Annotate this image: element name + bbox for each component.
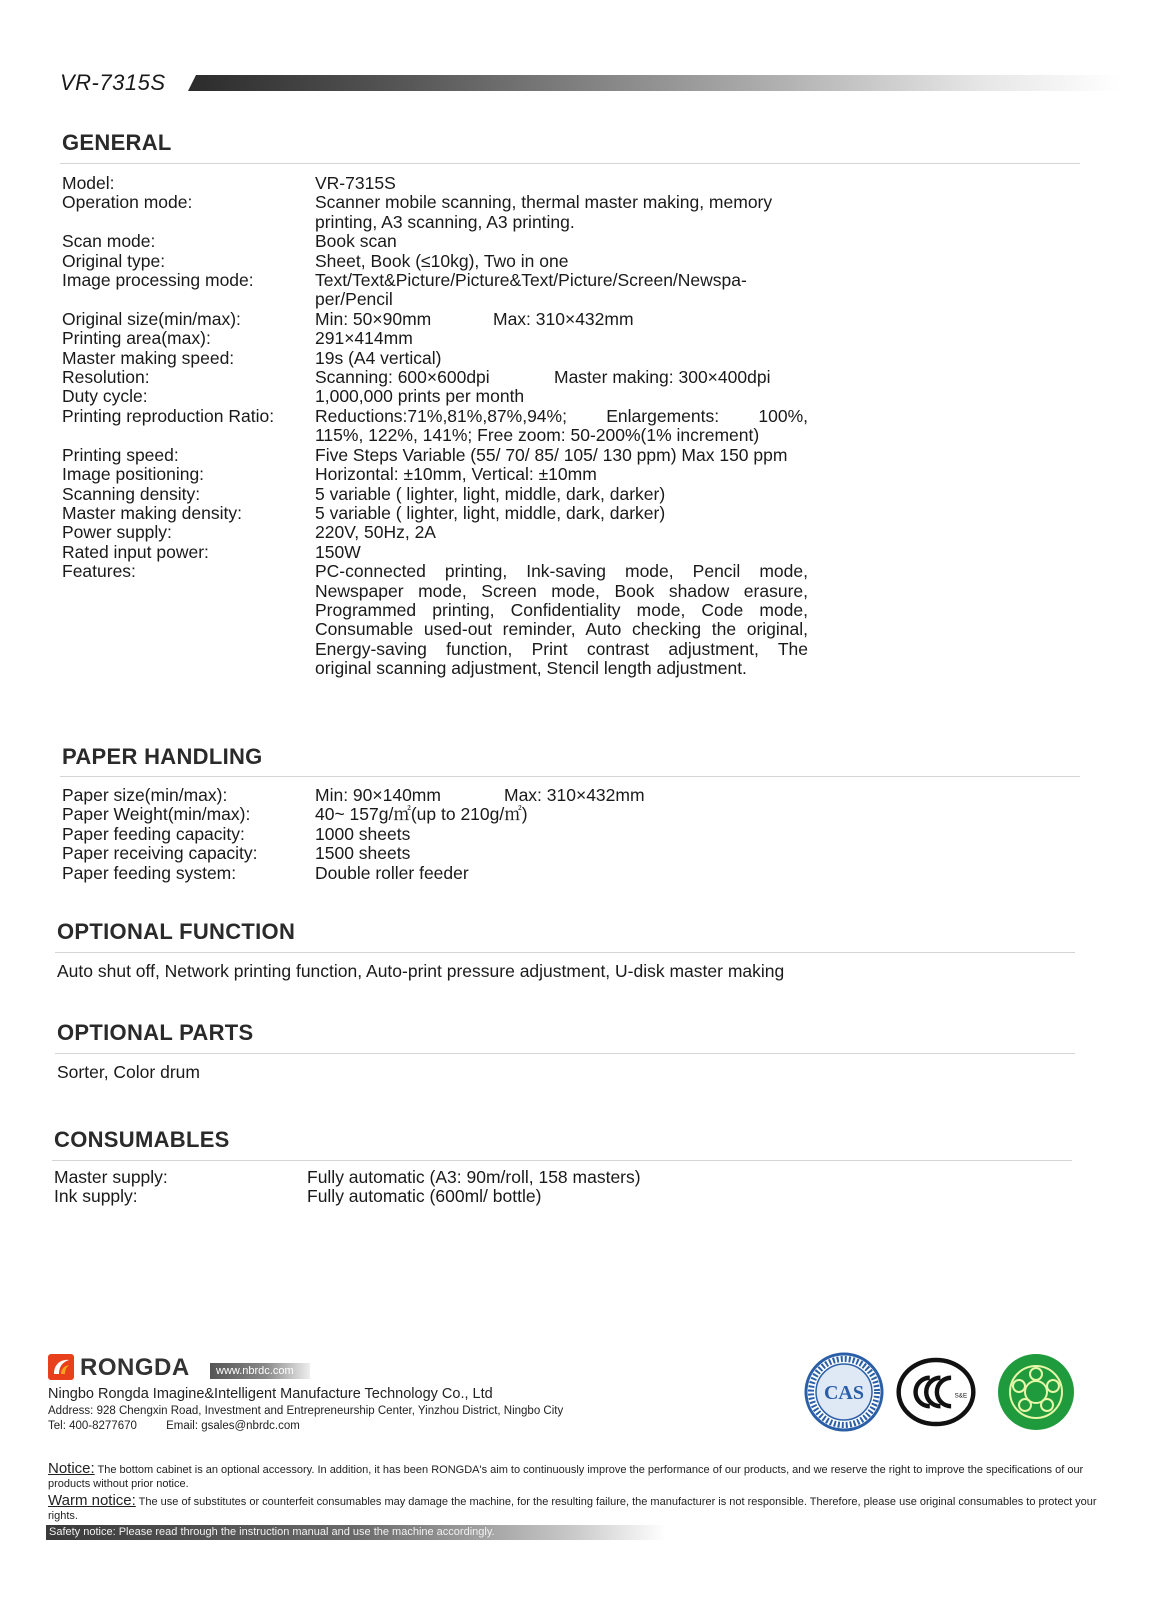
model-name: VR-7315S xyxy=(60,70,166,95)
spec-row xyxy=(62,825,808,844)
spec-label: Image processing mode: xyxy=(62,270,254,291)
cas-certification-seal-icon xyxy=(804,1352,884,1432)
section-divider xyxy=(60,163,1080,164)
spec-label: Original type: xyxy=(62,250,166,271)
spec-value xyxy=(307,1168,800,1187)
spec-value-line: Fully automatic (600ml/ bottle) xyxy=(307,1186,542,1207)
spec-value xyxy=(315,465,808,484)
spec-value-line: printing, A3 scanning, A3 printing. xyxy=(315,211,575,232)
spec-label: Resolution: xyxy=(62,367,150,388)
spec-label: Scan mode: xyxy=(62,231,156,252)
section-title-general: GENERAL xyxy=(62,130,172,155)
spec-value-line: 19s (A4 vertical) xyxy=(315,347,442,368)
spec-label: Model: xyxy=(62,173,115,193)
spec-value-line: Horizontal: ±10mm, Vertical: ±10mm xyxy=(315,464,597,485)
spec-value xyxy=(315,174,808,193)
spec-value-line: Consumable used-out reminder, Auto checking the original, xyxy=(315,619,808,640)
spec-value-line: 150W xyxy=(315,541,361,562)
brand-name: RONGDA xyxy=(80,1354,190,1381)
spec-value-line: per/Pencil xyxy=(315,289,393,310)
spec-value xyxy=(315,329,808,348)
optional-parts-text: Sorter, Color drum xyxy=(57,1062,200,1082)
spec-value-line: Book scan xyxy=(315,231,397,252)
spec-value xyxy=(315,368,808,387)
spec-row xyxy=(62,387,808,406)
spec-value-line: 1,000,000 prints per month xyxy=(315,386,525,407)
safety-notice-bar: Safety notice: Please read through the instruction manual and use the machine accordingly. xyxy=(46,1525,666,1540)
model-header xyxy=(60,72,1120,94)
spec-value-line: Min: 90×140mm xyxy=(315,785,441,805)
company-address: Address: 928 Chengxin Road, Investment and Entrepreneurship Center, Yinzhou District, Ningbo City xyxy=(48,1405,564,1417)
spec-value-line: Five Steps Variable (55/ 70/ 85/ 105/ 130 ppm) Max 150 ppm xyxy=(315,444,788,465)
spec-label: Paper Weight(min/max): xyxy=(62,804,251,825)
section-title-optional-function: OPTIONAL FUNCTION xyxy=(57,919,296,944)
spec-value-line: 5 variable ( lighter, light, middle, dark, darker) xyxy=(315,483,666,504)
spec-value-line: Double roller feeder xyxy=(315,862,469,883)
spec-value-line: Text/Text&Picture/Picture&Text/Picture/Screen/Newspa- xyxy=(315,270,747,291)
spec-value xyxy=(315,504,808,523)
rongda-logo-icon xyxy=(48,1354,74,1380)
spec-label: Features: xyxy=(62,561,136,582)
company-name: Ningbo Rongda Imagine&Intelligent Manufacture Technology Co., Ltd xyxy=(48,1386,493,1402)
spec-value xyxy=(315,407,808,446)
spec-value-line: Sheet, Book (≤10kg), Two in one xyxy=(315,250,569,271)
spec-value-line: PC-connected printing, Ink-saving mode, Pencil mode, xyxy=(315,561,808,582)
spec-label: Printing speed: xyxy=(62,444,179,465)
spec-label: Operation mode: xyxy=(62,192,193,213)
spec-value-line: 5 variable ( lighter, light, middle, dark, darker) xyxy=(315,502,666,523)
spec-value xyxy=(315,387,808,406)
spec-value xyxy=(315,844,808,863)
spec-label: Image positioning: xyxy=(62,464,205,485)
website-link[interactable]: www.nbrdc.com xyxy=(210,1363,310,1379)
spec-label: Master making density: xyxy=(62,502,242,523)
spec-label: Ink supply: xyxy=(54,1186,138,1207)
spec-label: Paper receiving capacity: xyxy=(62,843,258,864)
company-contact xyxy=(48,1420,300,1432)
spec-value-line: Scanning: 600×600dpi xyxy=(315,367,490,388)
spec-value xyxy=(315,310,808,329)
spec-row xyxy=(62,465,808,484)
spec-row xyxy=(62,523,808,542)
spec-value-line: 291×414mm xyxy=(315,328,413,349)
spec-value-max: Max: 310×432mm xyxy=(504,785,645,805)
spec-value xyxy=(315,252,808,271)
spec-row xyxy=(62,252,808,271)
spec-row xyxy=(62,368,808,387)
spec-label: Paper feeding system: xyxy=(62,862,237,883)
spec-value xyxy=(315,446,808,465)
spec-row xyxy=(62,786,808,805)
spec-row xyxy=(62,504,808,523)
spec-row xyxy=(54,1168,800,1187)
spec-value xyxy=(315,864,808,883)
spec-row xyxy=(62,271,808,310)
section-title-optional-parts: OPTIONAL PARTS xyxy=(57,1020,254,1045)
spec-value-max: Master making: 300×400dpi xyxy=(554,367,771,388)
spec-value-max: Max: 310×432mm xyxy=(493,308,634,329)
spec-label: Power supply: xyxy=(62,522,172,543)
section-divider xyxy=(60,776,1080,777)
spec-value xyxy=(315,543,808,562)
environmental-label-seal-icon xyxy=(996,1352,1076,1432)
spec-label: Master supply: xyxy=(54,1167,168,1187)
spec-label: Scanning density: xyxy=(62,483,201,504)
spec-row xyxy=(62,310,808,329)
spec-value-line: Energy-saving function, Print contrast adjustment, The xyxy=(315,638,808,659)
spec-value-line: VR-7315S xyxy=(315,173,396,193)
ccc-mark-text: S&E xyxy=(954,1392,968,1400)
spec-value-line: Scanner mobile scanning, thermal master making, memory xyxy=(315,192,773,213)
warm-notice-paragraph xyxy=(48,1494,1098,1523)
spec-row xyxy=(62,864,808,883)
spec-value xyxy=(315,485,808,504)
spec-value-line: Programmed printing, Confidentiality mode, Code mode, xyxy=(315,599,808,620)
spec-value-line: 115%, 122%, 141%; Free zoom: 50-200%(1% increment) xyxy=(315,425,760,446)
optional-function-text: Auto shut off, Network printing function, Auto-print pressure adjustment, U-disk master making xyxy=(57,961,785,981)
spec-value xyxy=(315,193,808,232)
spec-row xyxy=(62,446,808,465)
spec-value-line: 40~ 157g/㎡(up to 210g/㎡) xyxy=(315,804,528,825)
general-spec-table xyxy=(62,174,808,679)
spec-row xyxy=(62,485,808,504)
spec-value-line: 220V, 50Hz, 2A xyxy=(315,522,436,543)
spec-label: Printing area(max): xyxy=(62,328,211,349)
spec-value-line: Newspaper mode, Screen mode, Book shadow erasure, xyxy=(315,580,808,601)
spec-value-line: Reductions:71%,81%,87%,94%; Enlargements: 100%, xyxy=(315,405,808,426)
spec-row xyxy=(62,174,808,193)
spec-value-line: 1500 sheets xyxy=(315,843,411,864)
spec-value xyxy=(315,786,808,805)
spec-value xyxy=(315,805,808,824)
spec-value xyxy=(315,825,808,844)
spec-value xyxy=(315,232,808,251)
spec-label: Paper size(min/max): xyxy=(62,785,228,805)
ccc-certification-mark-icon xyxy=(896,1352,976,1432)
spec-label: Rated input power: xyxy=(62,541,209,562)
consumables-spec-table xyxy=(54,1168,800,1207)
spec-row xyxy=(62,329,808,348)
spec-row xyxy=(62,805,808,824)
section-divider xyxy=(55,1053,1075,1054)
spec-row xyxy=(62,407,808,446)
spec-row xyxy=(62,193,808,232)
section-divider xyxy=(55,952,1075,953)
spec-label: Master making speed: xyxy=(62,347,235,368)
spec-value xyxy=(315,271,808,310)
paper-handling-spec-table xyxy=(62,786,808,883)
notice-label: Notice: xyxy=(48,1460,95,1477)
company-email[interactable]: Email: gsales@nbrdc.com xyxy=(166,1420,300,1432)
spec-value-line: Fully automatic (A3: 90m/roll, 158 masters) xyxy=(307,1167,641,1187)
cas-seal-text: CAS xyxy=(823,1382,865,1404)
spec-value-line: 1000 sheets xyxy=(315,823,411,844)
header-stripe xyxy=(188,75,1120,91)
spec-value xyxy=(315,523,808,542)
section-divider xyxy=(52,1160,1072,1161)
spec-row xyxy=(62,543,808,562)
spec-value-line: Min: 50×90mm xyxy=(315,308,432,329)
spec-label: Original size(min/max): xyxy=(62,308,241,329)
spec-label: Printing reproduction Ratio: xyxy=(62,405,275,426)
spec-label: Duty cycle: xyxy=(62,386,148,407)
spec-row xyxy=(62,562,808,678)
spec-value xyxy=(315,349,808,368)
spec-row xyxy=(62,844,808,863)
notice-paragraph xyxy=(48,1462,1098,1491)
section-title-consumables: CONSUMABLES xyxy=(54,1127,230,1152)
warm-notice-text: The use of substitutes or counterfeit consumables may damage the machine, for the resulting failure, the manufacturer is not responsible. Therefore, please use original consumables to protect your rights. xyxy=(48,1496,1097,1522)
warm-notice-label: Warm notice: xyxy=(48,1492,136,1509)
spec-row xyxy=(62,232,808,251)
spec-value-line: original scanning adjustment, Stencil length adjustment. xyxy=(315,658,747,679)
company-tel: Tel: 400-8277670 xyxy=(48,1420,137,1432)
spec-value xyxy=(307,1187,800,1206)
section-title-paper-handling: PAPER HANDLING xyxy=(62,744,263,769)
spec-label: Paper feeding capacity: xyxy=(62,823,245,844)
spec-row xyxy=(62,349,808,368)
notice-text: The bottom cabinet is an optional accessory. In addition, it has been RONGDA's aim to continuously improve the performance of our products, and we reserve the right to improve the specifications of our products without prior notice. xyxy=(48,1464,1084,1490)
spec-row xyxy=(54,1187,800,1206)
spec-value xyxy=(315,562,808,678)
